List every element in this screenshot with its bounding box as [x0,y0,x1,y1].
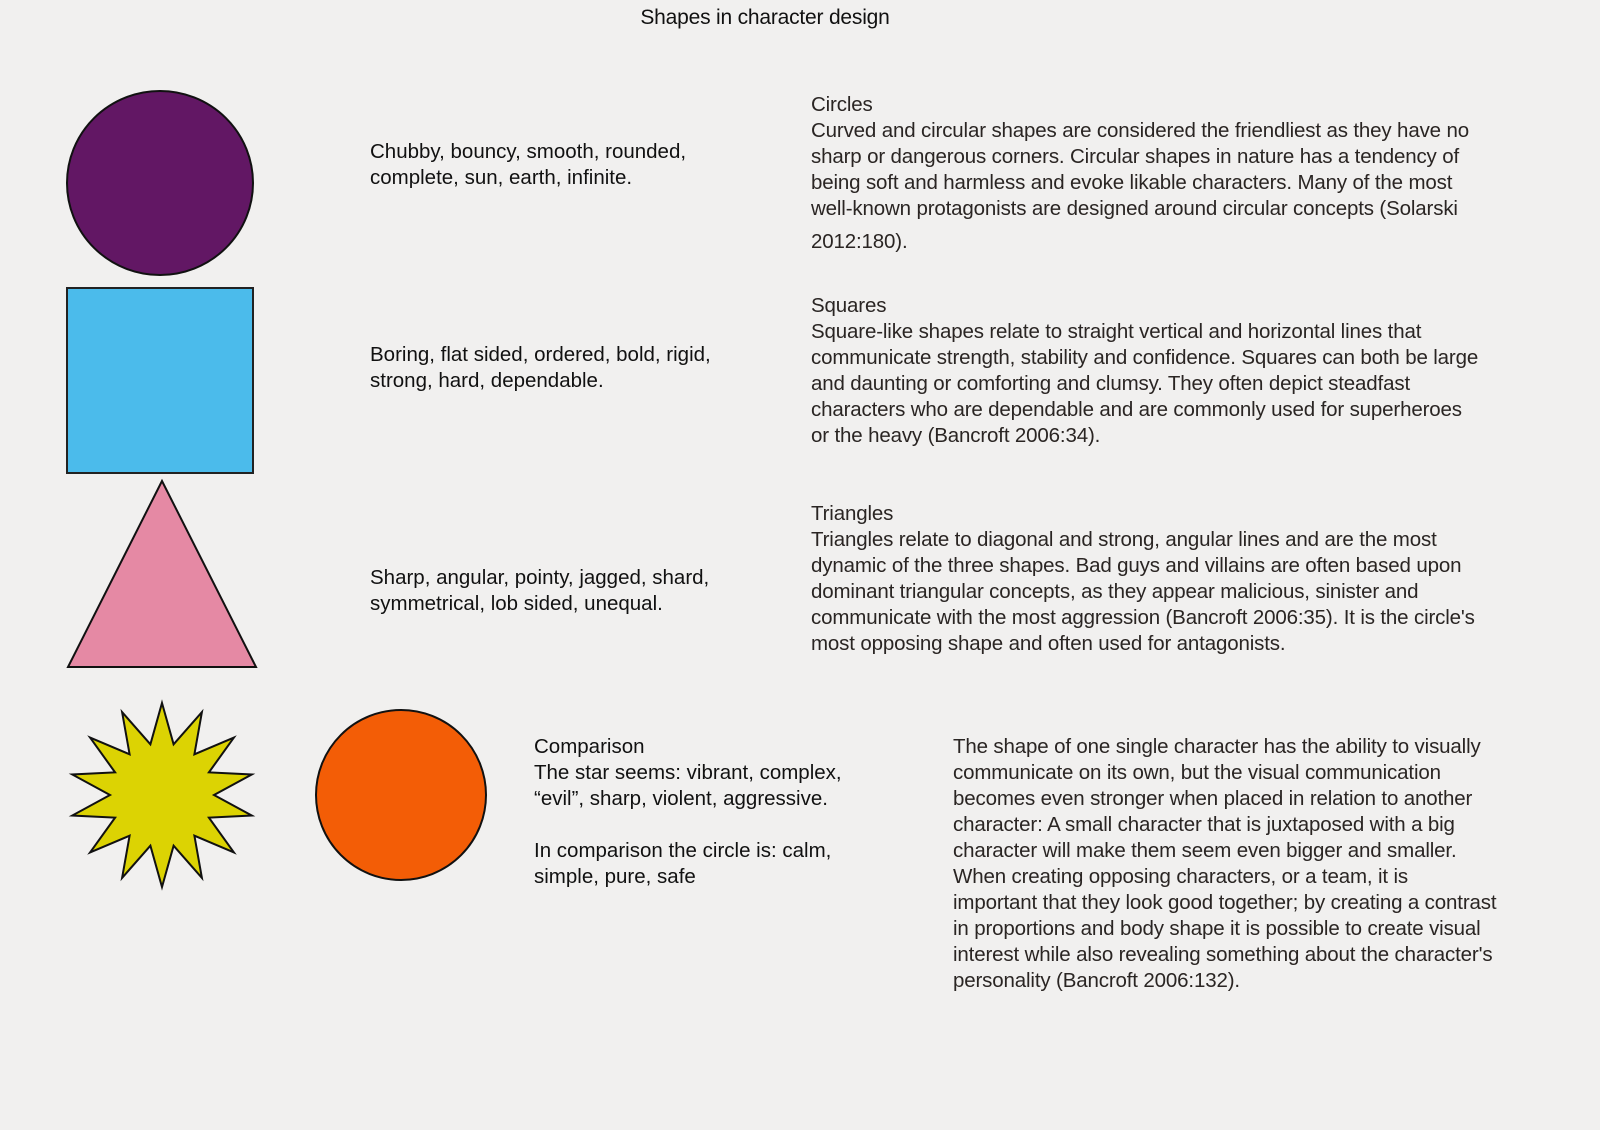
description-line: communicate on its own, but the visual communication [953,761,1441,784]
description-line: character: A small character that is juxtaposed with a big [953,813,1455,836]
description-line: in proportions and body shape it is possible to create visual [953,917,1481,940]
circle-description-line: simple, pure, safe [534,865,696,888]
description-line: character will make them seem even bigger and smaller. [953,839,1457,862]
keyword-line: Chubby, bouncy, smooth, rounded, [370,140,687,163]
description-line: or the heavy (Bancroft 2006:34). [811,424,1101,447]
comparison-section [534,734,842,890]
description-line: communicate with the most aggression (Bancroft 2006:35). It is the circle's [811,606,1475,629]
square-keywords [370,342,711,394]
description-line: Square-like shapes relate to straight vertical and horizontal lines that [811,320,1422,343]
section-heading: Squares [811,294,887,317]
keyword-line: complete, sun, earth, infinite. [370,166,633,189]
description-line: well-known protagonists are designed around circular concepts (Solarski [811,197,1458,220]
star-description-line: “evil”, sharp, violent, aggressive. [534,787,828,810]
triangles-section [811,501,1475,657]
spacer [534,812,842,838]
keyword-line: strong, hard, dependable. [370,369,604,392]
description-line: communicate strength, stability and confidence. Squares can both be large [811,346,1479,369]
keyword-line: Boring, flat sided, ordered, bold, rigid, [370,343,711,366]
description-line: 2012:180). [811,230,908,253]
squares-section [811,293,1478,449]
description-line: The shape of one single character has the ability to visually [953,735,1481,758]
triangle-keywords [370,565,709,617]
section-heading: Circles [811,93,873,116]
blue-square-icon [66,287,256,475]
description-line: When creating opposing characters, or a team, it is [953,865,1408,888]
orange-circle-icon [315,709,489,883]
yellow-star-icon [70,702,256,890]
page-title: Shapes in character design [640,6,890,29]
description-line: characters who are dependable and are commonly used for superheroes [811,398,1462,421]
purple-circle-icon [66,90,256,278]
keyword-line: Sharp, angular, pointy, jagged, shard, [370,566,710,589]
description-line: Triangles relate to diagonal and strong, angular lines and are the most [811,528,1437,551]
description-line: and daunting or comforting and clumsy. They often depict steadfast [811,372,1411,395]
description-line: dynamic of the three shapes. Bad guys and villains are often based upon [811,554,1462,577]
description-line: sharp or dangerous corners. Circular shapes in nature has a tendency of [811,145,1460,168]
section-heading: Triangles [811,502,894,525]
description-line: Curved and circular shapes are considered the friendliest as they have no [811,119,1469,142]
pink-triangle-icon [66,480,258,670]
description-line: becomes even stronger when placed in relation to another [953,787,1473,810]
comparison-heading: Comparison [534,735,645,758]
circle-description-line: In comparison the circle is: calm, [534,839,832,862]
description-line: dominant triangular concepts, as they appear malicious, sinister and [811,580,1419,603]
description-line: interest while also revealing something about the character's [953,943,1493,966]
description-line: important that they look good together; by creating a contrast [953,891,1497,914]
keyword-line: symmetrical, lob sided, unequal. [370,592,663,615]
comparison-description [953,734,1496,994]
circle-keywords [370,139,686,191]
description-line: most opposing shape and often used for antagonists. [811,632,1286,655]
description-line: being soft and harmless and evoke likable characters. Many of the most [811,171,1453,194]
circles-section [811,92,1469,255]
description-line: personality (Bancroft 2006:132). [953,969,1240,992]
star-description-line: The star seems: vibrant, complex, [534,761,842,784]
